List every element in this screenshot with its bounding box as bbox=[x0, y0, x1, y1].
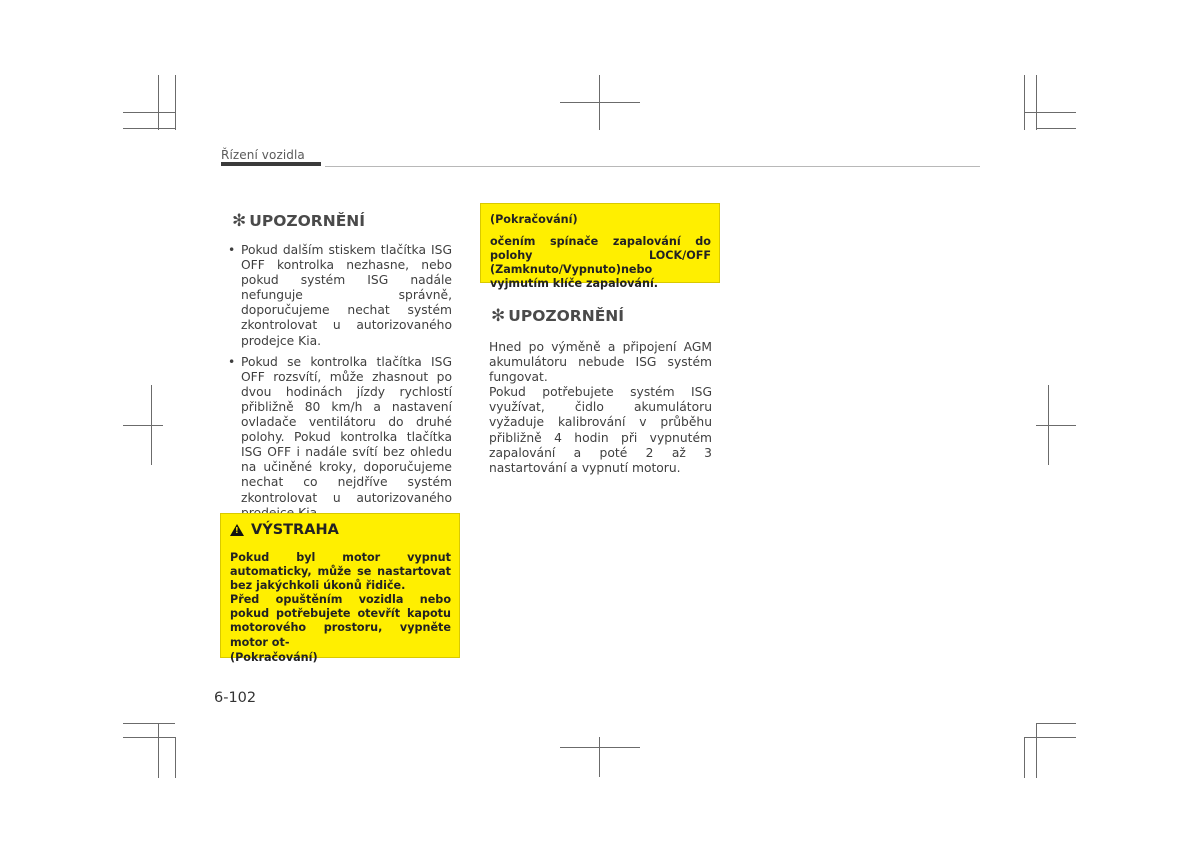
continuation-label: (Pokračování) bbox=[490, 213, 578, 226]
left-caution-heading bbox=[232, 211, 365, 231]
right-caution-body bbox=[489, 340, 712, 476]
page-number: 6-102 bbox=[214, 690, 257, 706]
right-caution-heading bbox=[491, 306, 624, 326]
paragraph: Hned po výměně a připojení AGM akumulátoru nebude ISG systém fungovat. bbox=[489, 340, 712, 385]
continuation-box bbox=[480, 203, 720, 291]
header-rule-thick bbox=[221, 162, 321, 166]
paragraph: Pokud potřebujete systém ISG využívat, čidlo akumulátoru vyžaduje kalibrování v průběhu přibližně 4 hodin při vypnutém zapalování a poté 2 až 3 nastartování a vypnutí motoru. bbox=[489, 385, 712, 475]
warning-box bbox=[220, 513, 460, 664]
warning-heading bbox=[230, 522, 451, 538]
continuation-text: očením spínače zapalování do polohy LOCK/OFF (Zamknuto/Vypnuto)nebo vyjmutím klíče zapalování. bbox=[490, 235, 711, 291]
asterisk-icon: ✻ bbox=[232, 211, 247, 231]
warning-text-1: Pokud byl motor vypnut automaticky, může se nastartovat bez jakýchkoli úkonů řidiče. bbox=[230, 551, 451, 593]
list-item: • Pokud dalším stiskem tlačítka ISG OFF kontrolka nezhasne, nebo pokud systém ISG nadále nefunguje správně, doporučujeme nechat systém zkontrolovat u autorizovaného prodejce Kia. bbox=[228, 243, 452, 349]
left-caution-list bbox=[228, 243, 452, 527]
list-item: • Pokud se kontrolka tlačítka ISG OFF rozsvítí, může zhasnout po dvou hodinách jízdy rychlostí přibližně 80 km/h a nastavení ovladače ventilátoru do druhé polohy. Pokud kontrolka tlačítka ISG OFF i nadále svítí bez ohledu na učiněné kroky, doporučujeme nechat co nejdříve systém zkontrolovat u autorizovaného bbox=[228, 355, 452, 521]
warning-text-2: Před opuštěním vozidla nebo pokud potřebujete otevřít kapotu motorového prostoru, vypněte motor ot- bbox=[230, 593, 451, 649]
section-title: Řízení vozidla bbox=[221, 148, 305, 162]
asterisk-icon: ✻ bbox=[491, 306, 506, 326]
right-caution-title: UPOZORNĚNÍ bbox=[508, 307, 625, 325]
warning-continued: (Pokračování) bbox=[230, 650, 318, 664]
header-rule-thin bbox=[325, 166, 980, 167]
warning-title: VÝSTRAHA bbox=[251, 522, 339, 538]
warning-triangle-icon: ! bbox=[230, 524, 244, 536]
left-caution-title: UPOZORNĚNÍ bbox=[249, 212, 366, 230]
